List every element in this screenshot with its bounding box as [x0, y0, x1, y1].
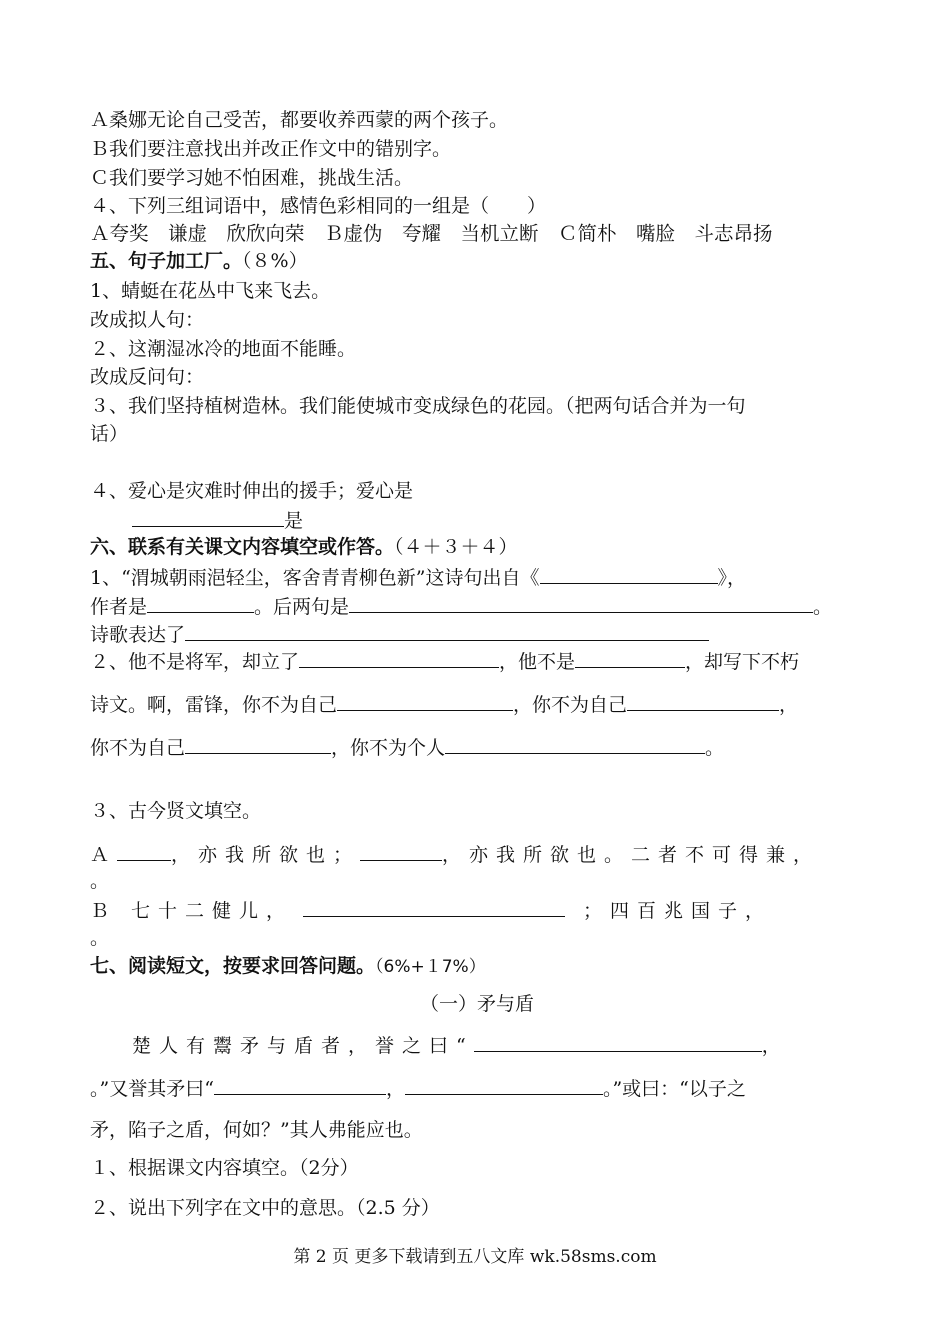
text: 作者是 [90, 596, 148, 618]
answer-blank[interactable] [349, 592, 813, 613]
s5-question-4: ４、爱心是灾难时伸出的援手；爱心是 [90, 480, 414, 502]
section-6-title: 六、联系有关课文内容填空或作答。 [90, 536, 395, 558]
s6-question-3a-end: 。 [90, 870, 110, 892]
s6-question-3a [90, 840, 820, 868]
section-6-heading [90, 534, 518, 560]
option-a: Ａ桑娜无论自己受苦，都要收养西蒙的两个孩子。 [90, 109, 509, 131]
s6-question-1-line-1 [90, 563, 746, 591]
section-6-score: （４＋３＋４） [394, 536, 518, 558]
s6-question-3: ３、古今贤文填空。 [90, 800, 262, 822]
answer-blank[interactable] [445, 733, 705, 754]
section-7-heading [90, 953, 486, 980]
text: 诗歌表达了 [90, 624, 186, 646]
text: 。后两句是 [254, 596, 350, 618]
s6-question-1-line-3 [90, 620, 709, 648]
answer-blank[interactable] [627, 690, 779, 711]
answer-blank[interactable] [303, 896, 565, 917]
section-5-title: 五、句子加工厂。 [90, 250, 243, 272]
text: 。”又誉其矛曰“ [90, 1078, 214, 1100]
answer-blank[interactable] [299, 647, 499, 668]
text: 。”或曰：“以子之 [602, 1078, 746, 1100]
section-7-title: 七、阅读短文，按要求回答问题。 [90, 955, 376, 977]
text: Ａ [90, 844, 118, 866]
text: ， [385, 1078, 405, 1100]
passage-title: （一）矛与盾 [420, 993, 535, 1015]
passage-line-2 [90, 1074, 746, 1102]
text: ， [779, 694, 799, 716]
answer-blank[interactable] [405, 1074, 603, 1095]
s5-question-4-blank-line [132, 506, 303, 534]
s7-question-2: ２、说出下列字在文中的意思。（2.5 分） [90, 1197, 440, 1219]
answer-blank[interactable] [117, 840, 171, 861]
text: 诗文。啊，雷锋，你不为自己 [90, 694, 338, 716]
s7-question-1: １、根据课文内容填空。（2分） [90, 1157, 359, 1179]
text: ２、他不是将军，却立了 [90, 651, 300, 673]
section-5-heading [90, 248, 308, 274]
text: 。 [705, 737, 725, 759]
answer-blank[interactable] [185, 733, 331, 754]
s6-question-3b [90, 896, 772, 924]
page-footer: 第 2 页 更多下载请到五八文库 wk.58sms.com [293, 1247, 657, 1267]
text: ，他不是 [499, 651, 576, 673]
text: ，亦我所欲也； [171, 844, 361, 866]
text: ；四百兆国子， [583, 900, 773, 922]
text: Ｂ 七十二健儿， [90, 900, 294, 922]
text: 你不为自己 [90, 737, 186, 759]
s5-question-2: ２、这潮湿冰冷的地面不能睡。 [90, 338, 357, 360]
s5-question-1: 1、蜻蜓在花丛中飞来飞去。 [90, 280, 331, 302]
answer-blank[interactable] [147, 592, 254, 613]
text: 1、“渭城朝雨浥轻尘，客舍青青柳色新”这诗句出自《 [90, 567, 540, 589]
s5-question-3-line-1: ３、我们坚持植树造林。我们能使城市变成绿色的花园。（把两句话合并为一句 [90, 395, 746, 417]
text: 。 [813, 596, 833, 618]
text: ，你不为自己 [513, 694, 628, 716]
s6-question-3b-end: 。 [90, 927, 110, 949]
s6-question-2-line-2 [90, 690, 798, 718]
s5-question-4-suffix: 是 [284, 510, 304, 532]
text: ，亦我所欲也。二者不可得兼， [442, 844, 821, 866]
answer-blank[interactable] [337, 690, 513, 711]
section-7-score: （6%+１7%） [375, 957, 486, 977]
text: 楚人有鬻矛与盾者，誉之曰“ [132, 1035, 474, 1057]
answer-blank[interactable] [185, 620, 709, 641]
s6-question-1-line-2 [90, 592, 832, 620]
s6-question-2-line-1 [90, 647, 799, 675]
question-4: ４、下列三组词语中，感情色彩相同的一组是（ ） [90, 195, 547, 217]
text: ，却写下不朽 [685, 651, 800, 673]
answer-blank[interactable] [540, 563, 718, 584]
answer-blank[interactable] [132, 506, 284, 527]
text: 》， [717, 567, 747, 589]
answer-blank[interactable] [575, 647, 685, 668]
option-b: Ｂ我们要注意找出并改正作文中的错别字。 [90, 138, 452, 160]
s5-question-1-instruction: 改成拟人句： [90, 309, 205, 331]
option-c: Ｃ我们要学习她不怕困难，挑战生活。 [90, 167, 414, 189]
answer-blank[interactable] [214, 1074, 386, 1095]
s5-question-3-line-2: 话） [90, 423, 129, 445]
section-5-score: （８%） [242, 250, 308, 272]
answer-blank[interactable] [474, 1031, 762, 1052]
text: ， [761, 1035, 789, 1057]
s6-question-2-line-3 [90, 733, 724, 761]
s5-question-2-instruction: 改成反问句： [90, 366, 205, 388]
question-4-options: Ａ夸奖 谦虚 欣欣向荣 Ｂ虚伪 夸耀 当机立断 Ｃ简朴 嘴脸 斗志昂扬 [90, 222, 773, 245]
text: ，你不为个人 [331, 737, 446, 759]
passage-line-3: 矛，陷子之盾，何如？”其人弗能应也。 [90, 1119, 423, 1141]
passage-line-1 [132, 1031, 789, 1059]
answer-blank[interactable] [360, 840, 442, 861]
